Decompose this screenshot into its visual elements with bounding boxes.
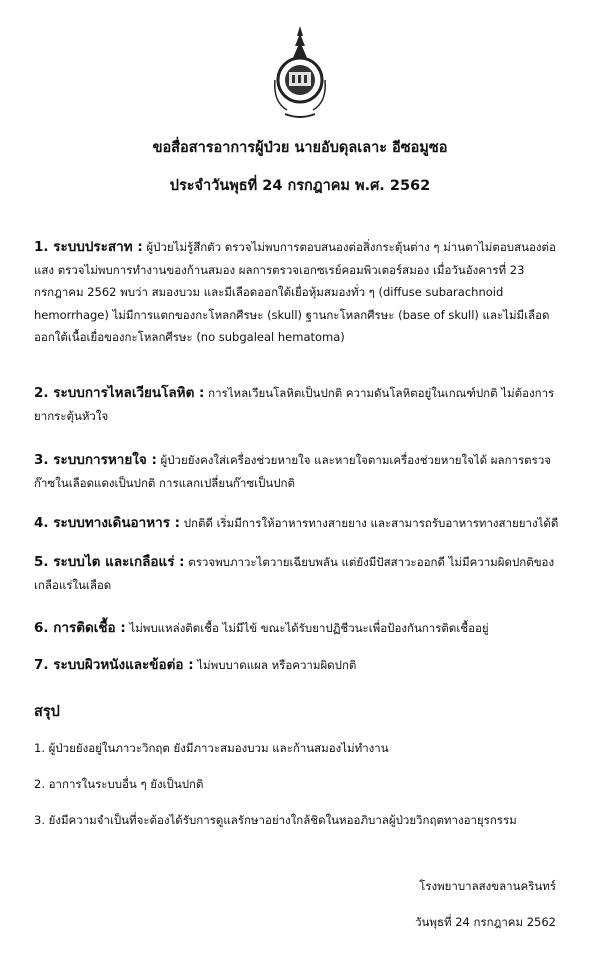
section-heading: 7. ระบบผิวหนังและข้อต่อ : xyxy=(34,657,194,673)
section-digestive xyxy=(34,512,570,535)
section-text: ตรวจพบภาวะไตวายเฉียบพลัน แต่ยังมีปัสสาวะออกดี ไม่มีความผิดปกติของเกลือแร่ในเลือด xyxy=(34,555,555,592)
section-respiratory xyxy=(34,449,570,494)
section-heading: 2. ระบบการไหลเวียนโลหิต : xyxy=(34,385,205,401)
section-text: ผู้ป่วยยังคงใส่เครื่องช่วยหายใจ และหายใจตามเครื่องช่วยหายใจได้ ผลการตรวจก๊าซในเลือดแดงเป็นปกติ การแลกเปลี่ยนก๊าซเป็นปกติ xyxy=(34,453,552,490)
page-title: ขอสื่อสารอาการผู้ป่วย นายอับดุลเลาะ อีซอมูซอ xyxy=(152,140,448,156)
section-infection xyxy=(34,617,570,640)
section-heading: 4. ระบบทางเดินอาหาร : xyxy=(34,515,181,531)
summary-heading: สรุป xyxy=(34,704,60,720)
section-skin-joints xyxy=(34,654,570,677)
section-text: ปกติดี เริ่มมีการให้อาหารทางสายยาง และสามารถรับอาหารทางสายยางได้ดี xyxy=(180,516,559,530)
footer-date: วันพุธที่ 24 กรกฎาคม 2562 xyxy=(415,915,556,929)
section-text: ผู้ป่วยไม่รู้สึกตัว ตรวจไม่พบการตอบสนองต่อสิ่งกระตุ้นต่าง ๆ ม่านตาไม่ตอบสนองต่อแสง ตรวจไม่พบการทำงานของก้านสมอง ผลการตรวจเอกซเรย์คอมพิวเตอร์สมอง เมื่อวันอังคารที่ 23 กรกฎาคม 2562 พบว่า สมองบวม และมีเลือดออกใต้เยื่อหุ้มสมองทั่ว ๆ (diffuse subarachnoid hemorrhage) ไม่มีการแตกของกะโหลกศีรษะ (skull) ฐานกะโหลกศีรษะ (base of skull) และไม่มีเลือดออกใต้เนื้อเยื่อของกะโหลกศีรษะ (no subgaleal hematoma) xyxy=(34,240,556,344)
summary-item: 3. ยังมีความจำเป็นที่จะต้องได้รับการดูแลรักษาอย่างใกล้ชิดในหออภิบาลผู้ป่วยวิกฤตทางอายุรกรรม xyxy=(34,813,517,827)
footer-organization: โรงพยาบาลสงขลานครินทร์ xyxy=(419,879,556,893)
hospital-seal-icon xyxy=(265,22,335,122)
section-circulation xyxy=(34,382,570,427)
section-heading: 6. การติดเชื้อ : xyxy=(34,620,126,636)
summary-item: 2. อาการในระบบอื่น ๆ ยังเป็นปกติ xyxy=(34,777,204,791)
section-nervous-system xyxy=(34,236,570,349)
section-kidney xyxy=(34,551,570,596)
section-heading: 5. ระบบไต และเกลือแร่ : xyxy=(34,554,185,570)
page-date-title: ประจำวันพุธที่ 24 กรกฎาคม พ.ศ. 2562 xyxy=(169,178,431,194)
section-heading: 1. ระบบประสาท : xyxy=(34,239,143,255)
section-heading: 3. ระบบการหายใจ : xyxy=(34,452,157,468)
summary-item: 1. ผู้ป่วยยังอยู่ในภาวะวิกฤต ยังมีภาวะสมองบวม และก้านสมองไม่ทำงาน xyxy=(34,741,389,755)
section-text: ไม่พบบาดแผล หรือความผิดปกติ xyxy=(193,658,357,672)
section-text: ไม่พบแหล่งติดเชื้อ ไม่มีไข้ ขณะได้รับยาปฏิชีวนะเพื่อป้องกันการติดเชื้ออยู่ xyxy=(125,621,489,635)
section-text: การไหลเวียนโลหิตเป็นปกติ ความดันโลหิตอยู่ในเกณฑ์ปกติ ไม่ต้องการยากระตุ้นหัวใจ xyxy=(34,386,555,423)
